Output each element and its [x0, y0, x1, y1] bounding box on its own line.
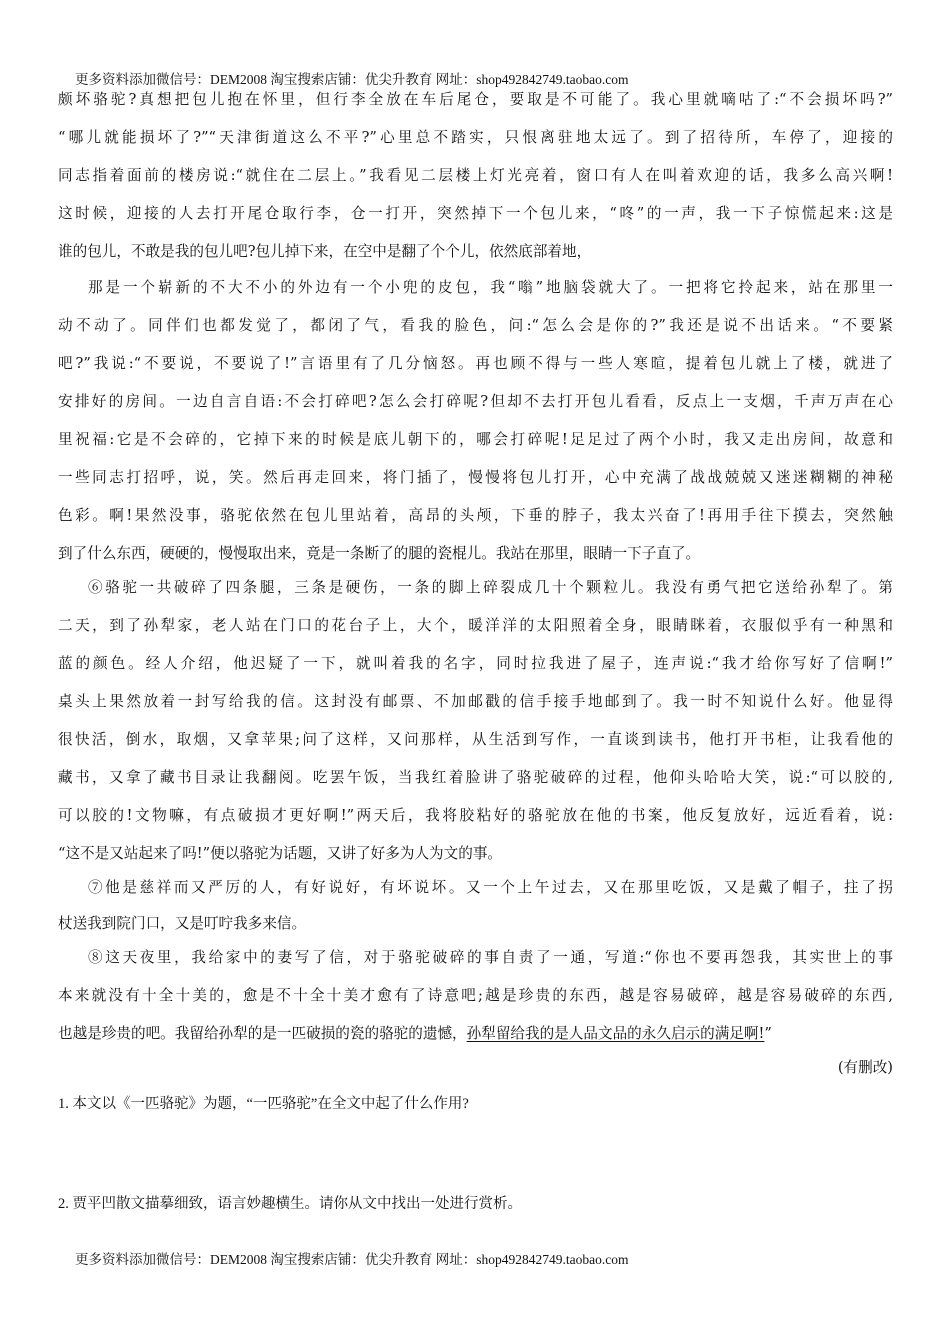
- text-line-22: ⑦他是慈祥而又严厉的人，有好说好，有坏说坏。又一个上午过去，又在那里吃饭，又是戴了帽子，拄了拐: [88, 879, 893, 896]
- underlined-sentence: 孙犁留给我的是人品文品的永久启示的满足啊!: [466, 1025, 765, 1042]
- text-line-26-plain: 也越是珍贵的吧。我留给孙犁的是一匹破损的瓷的骆驼的遗憾，: [58, 1025, 467, 1042]
- text-line-14: ⑥骆驼一共破碎了四条腿，三条是硬伤，一条的脚上碎裂成几十个颗粒儿。我没有勇气把它送给孙犁了。第: [88, 579, 893, 596]
- page-header-watermark: 更多资料添加微信号：DEM2008 淘宝搜索店铺：优尖升教育 网址：shop492842749.taobao.com: [75, 72, 629, 87]
- text-line-19: 藏书，又拿了藏书目录让我翻阅。吃罢午饭，当我红着脸讲了骆驼破碎的过程，他仰头哈哈大笑，说:“可以胶的,: [58, 769, 893, 786]
- question-1: 1. 本文以《一匹骆驼》为题，“一匹骆驼”在全文中起了什么作用?: [58, 1096, 469, 1112]
- text-line-24: ⑧这天夜里，我给家中的妻写了信，对于骆驼破碎的事自责了一通，写道:“你也不要再怨我，其实世上的事: [88, 949, 893, 966]
- text-line-16: 蓝的颜色。经人介绍，他迟疑了一下，就叫着我的名字，同时拉我进了屋子，连声说:“我才给你写好了信啊!”: [58, 655, 893, 672]
- text-line-11: 一些同志打招呼，说，笑。然后再走回来，将门插了，慢慢将包儿打开，心中充满了战战兢兢又迷迷糊糊的神秘: [58, 469, 893, 486]
- text-line-25: 本来就没有十全十美的，愈是不十全十美才愈有了诗意吧;越是珍贵的东西，越是容易破碎，越是容易破碎的东西,: [58, 987, 893, 1004]
- text-line-6: 那是一个崭新的不大不小的外边有一个小兜的皮包，我“嗡”地脑袋就大了。一把将它拎起来，站在那里一: [88, 279, 893, 296]
- text-line-10: 里祝福:它是不会碎的，它掉下来的时候是底儿朝下的，哪会打碎呢!足足过了两个小时，我又走出房间，故意和: [58, 431, 893, 448]
- text-line-5: 谁的包儿，不敢是我的包儿吧?包儿掉下来，在空中是翻了个个儿，依然底部着地，: [58, 243, 592, 260]
- text-line-23: 杖送我到院门口，又是叮咛我多来信。: [58, 915, 307, 932]
- text-line-17: 桌头上果然放着一封写给我的信。这封没有邮票、不加邮戳的信手接手地邮到了。我一时不知说什么好。他显得: [58, 693, 893, 710]
- text-line-9: 安排好的房间。一边自言自语:不会打碎吧?怎么会打碎呢?但却不去打开包儿看看，反点上一支烟，千声万声在心: [58, 393, 893, 410]
- question-2: 2. 贾平凹散文描摹细致，语言妙趣横生。请你从文中找出一处进行赏析。: [58, 1196, 522, 1212]
- text-line-4: 这时候，迎接的人去打开尾仓取行李，仓一打开，突然掉下一个包儿来，“咚”的一声，我一下子惊慌起来:这是: [58, 205, 893, 222]
- text-line-2: “哪儿就能损坏了?”“天津街道这么不平?”心里总不踏实，只恨离驻地太远了。到了招待所，车停了，迎接的: [58, 129, 893, 146]
- text-line-8: 吧?”我说:“不要说，不要说了!”言语里有了几分恼怒。再也顾不得与一些人寒暄，提着包儿就上了楼，就进了: [58, 355, 893, 372]
- closing-quote: ”: [764, 1025, 772, 1042]
- text-line-1: 颇坏骆驼?真想把包儿抱在怀里，但行李全放在车后尾仓，要取是不可能了。我心里就嘀咕了:“不会损坏吗?”: [58, 91, 893, 108]
- source-note: (有删改): [837, 1059, 893, 1076]
- text-line-7: 动不动了。同伴们也都发觉了，都闭了气，看我的脸色，问:“怎么会是你的?”我还是说不出话来。“不要紧: [58, 317, 893, 334]
- text-line-13: 到了什么东西，硬硬的，慢慢取出来，竟是一条断了的腿的瓷棍儿。我站在那里，眼睛一下子直了。: [58, 545, 701, 562]
- text-line-3: 同志指着面前的楼房说:“就住在二层上。”我看见二层楼上灯光亮着，窗口有人在叫着欢迎的话，我多么高兴啊!: [58, 167, 893, 184]
- page-footer-watermark: 更多资料添加微信号：DEM2008 淘宝搜索店铺：优尖升教育 网址：shop492842749.taobao.com: [75, 1252, 629, 1267]
- text-line-20: 可以胶的!文物嘛，有点破损才更好啊!”两天后，我将胶粘好的骆驼放在他的书案，他反复放好，远近看着，说:: [58, 807, 893, 824]
- text-line-18: 很快活，倒水，取烟，又拿苹果;问了这样，又问那样，从生活到写作，一直谈到读书，他打开书柜，让我看他的: [58, 731, 893, 748]
- text-line-12: 色彩。啊!果然没事，骆驼依然在包儿里站着，高昂的头颅，下垂的脖子，我太兴奋了!再用手往下摸去，突然触: [58, 507, 893, 524]
- text-line-15: 二天，到了孙犁家，老人站在门口的花台子上，大个，暖洋洋的太阳照着全身，眼睛眯着，衣服似乎有一种黑和: [58, 617, 893, 634]
- text-line-26: [58, 1024, 893, 1044]
- text-line-21: “这不是又站起来了吗!”便以骆驼为话题，又讲了好多为人为文的事。: [58, 845, 503, 862]
